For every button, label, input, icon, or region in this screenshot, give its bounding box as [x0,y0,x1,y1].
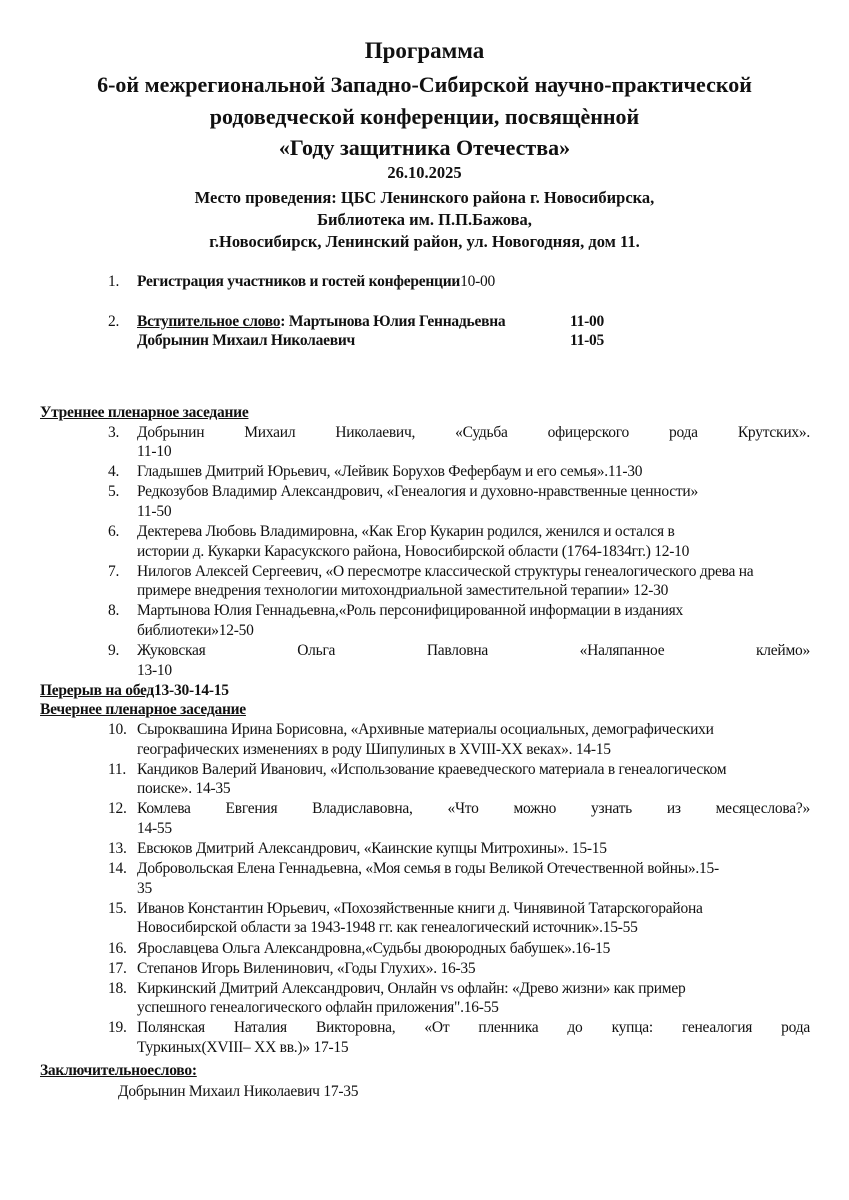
item-number: 2. [108,312,120,330]
program-item [0,601,810,640]
document-title: Программа [364,38,485,63]
item-number: 8. [108,602,120,620]
program-item-registration [0,272,810,292]
program-item [0,562,810,601]
item-text-line: Иванов Константин Юрьевич, «Похозяйственные книги д. Чинявиной Татарскогорайона [137,899,703,917]
closing-heading: Заключительноеслово: [40,1061,197,1079]
lunch-break [0,681,849,701]
venue-line-2: Библиотека им. П.П.Бажова, [317,210,532,229]
lunch-time: 13-30-14-15 [154,681,229,699]
program-item [0,1018,810,1057]
item-number: 14. [108,860,127,878]
item-text-line: поиске». 14-35 [137,780,231,798]
conference-name-line-1: 6-ой межрегиональной Западно-Сибирской научно-практической [97,72,752,97]
item-text-line: 14-55 [137,819,172,837]
item-text-line: Полянская Наталия Викторовна, «От пленника до купца: генеалогия рода [137,1019,810,1037]
program-item [0,423,810,462]
item-number: 13. [108,840,127,858]
item-number: 10. [108,721,127,738]
item-number: 16. [108,939,127,957]
program-item [0,641,810,680]
item-text-line: библиотеки»12-50 [137,622,254,640]
item-text-line: Гладышев Дмитрий Юрьевич, «Лейвик Борухов Фефербаум и его семья».11-30 [137,463,643,481]
venue-line-3: г.Новосибирск, Ленинский район, ул. Новогодняя, дом 11. [209,232,640,251]
item-number: 6. [108,523,120,541]
venue-line-1: Место проведения: ЦБС Ленинского района г. Новосибирска, [194,188,655,207]
item-time: 10-00 [460,273,496,290]
item-text-line: 11-50 [137,502,172,520]
speaker-time: 11-00 [570,312,605,330]
program-item [0,720,810,759]
program-item [0,979,810,1018]
item-text-line: Нилогов Алексей Сергеевич, «О пересмотре классической структуры генеалогического древа на [137,562,754,580]
item-text-line: Жуковская Ольга Павловна «Наляпанное клеймо» [137,642,810,660]
opening-section [0,272,849,351]
item-text-line: истории д. Кукарки Карасукского района, Новосибирской области (1764-1834гг.) 12-10 [137,542,690,560]
item-number: 18. [108,979,127,997]
evening-items-list [0,720,849,1058]
item-text-line: Редкозубов Владимир Александрович, «Генеалогия и духовно-нравственные ценности» [137,483,698,501]
item-text-line: Киркинский Дмитрий Александрович, Онлайн vs офлайн: «Древо жизни» как пример [137,979,686,997]
program-item [0,462,810,482]
program-item [0,959,810,979]
item-number: 17. [108,959,127,977]
closing-speaker: Добрынин Михаил Николаевич 17-35 [118,1083,359,1101]
speaker-name: Добрынин Михаил Николаевич [137,332,356,350]
program-item [0,899,810,938]
item-text-line: Ярославцева Ольга Александровна,«Судьбы двоюродных бабушек».16-15 [137,939,611,957]
item-text-line: Комлева Евгения Владиславовна, «Что можно узнать из месяцеслова?» [137,800,810,818]
program-item [0,839,810,859]
morning-items-list [0,423,849,681]
opening-speech-label: Вступительное слово [137,312,281,330]
item-number: 19. [108,1019,127,1037]
conference-name-line-3: «Году защитника Отечества» [278,135,571,160]
program-item-opening-speech [0,312,810,351]
program-item [0,522,810,561]
colon: : [280,312,286,330]
speaker-name: Мартынова Юлия Геннадьевна [288,312,506,330]
program-item [0,859,810,898]
morning-session [0,403,849,1102]
program-item [0,760,810,799]
item-number: 4. [108,463,120,481]
item-text-line: Добровольская Елена Геннадьевна, «Моя семья в годы Великой Отечественной войны».15- [137,860,719,878]
item-text: Регистрация участников и гостей конференции [137,273,461,290]
item-text-line: 35 [137,879,152,897]
item-text-line: Сыроквашина Ирина Борисовна, «Архивные материалы осоциальных, демографическихи [137,721,714,738]
item-number: 12. [108,800,127,818]
item-text-line: Новосибирской области за 1943-1948 гг. как генеалогический источник».15-55 [137,919,638,937]
item-number: 9. [108,642,120,660]
program-item [0,482,810,521]
conference-name-line-2: родоведческой конференции, посвящѐнной [209,104,640,129]
item-text-line: Кандиков Валерий Иванович, «Использование краеведческого материала в генеалогическом [137,760,727,778]
item-text-line: Мартынова Юлия Геннадьевна,«Роль персонифицированной информации в изданиях [137,602,683,620]
item-number: 7. [108,562,120,580]
evening-session-heading: Вечернее пленарное заседание [40,701,246,719]
item-text-line: географических изменениях в роду Шипулиных в XVIII-XX веках». 14-15 [137,740,611,758]
item-text-line: Степанов Игорь Виленинович, «Годы Глухих». 16-35 [137,959,476,977]
lunch-label: Перерыв на обед [40,681,155,699]
item-text-line: 11-10 [137,443,172,461]
item-text-line: Дектерева Любовь Владимировна, «Как Егор Кукарин родился, женился и остался в [137,523,675,541]
item-text-line: примере внедрения технологии митохондриальной заместительной терапии» 12-30 [137,582,669,600]
item-number: 15. [108,899,127,917]
program-item [0,939,810,959]
item-text-line: успешного генеалогического офлайн приложения".16-55 [137,999,499,1017]
item-text-line: Туркиных(XVIII– XX вв.)» 17-15 [137,1039,349,1056]
item-number: 3. [108,423,120,441]
item-number: 11. [108,760,127,778]
item-text-line: Добрынин Михаил Николаевич, «Судьба офицерского рода Крутских». [137,423,810,441]
speaker-time: 11-05 [570,332,605,350]
morning-session-heading: Утреннее пленарное заседание [40,404,249,421]
program-item [0,799,810,838]
conference-date: 26.10.2025 [387,163,462,182]
item-number: 5. [108,483,120,501]
item-number: 1. [108,273,120,290]
item-text-line: 13-10 [137,661,172,679]
item-text-line: Евсюков Дмитрий Александрович, «Каинские купцы Митрохины». 15-15 [137,840,607,858]
